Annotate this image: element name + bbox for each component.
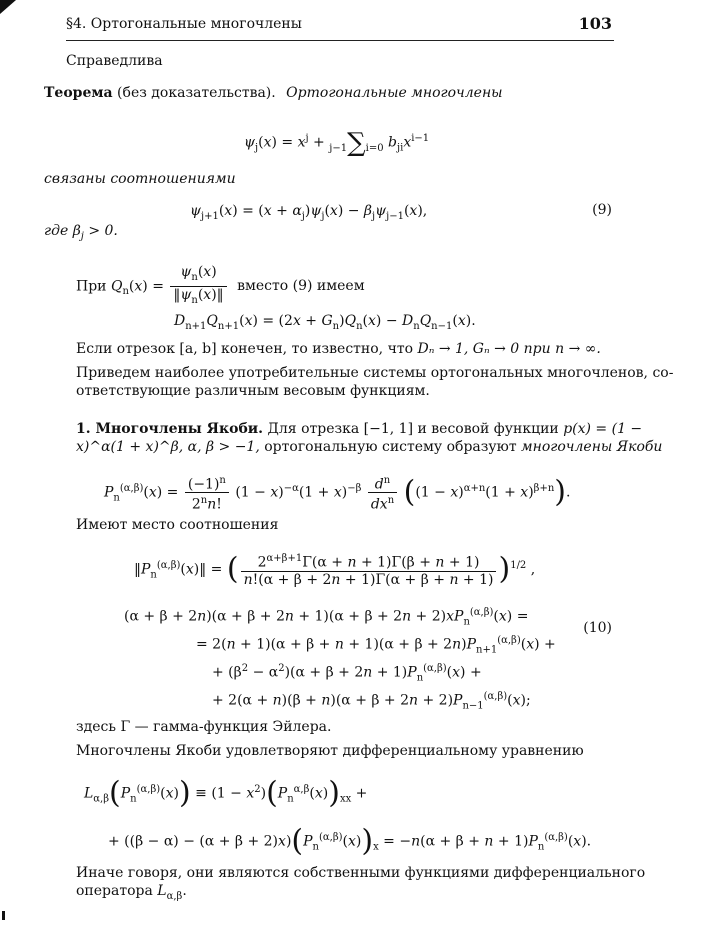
equation-rodrigues: $P_n^{(\alpha,\beta)}(x)$ = $\frac{(-1)^n}{2^nn!}$ $(1 - x)^{-\alpha}(1 + x)^{-\beta}$ $\frac{d^n}{dx^n}$ $((1 - x)^{\alpha+n}(1 + x)^{\beta+n})$. bbox=[104, 474, 571, 513]
systems-line-1: Приведем наиболее употребительные системы ортогональных многочленов, со- bbox=[76, 365, 674, 381]
conclusion-line-1: Иначе говоря, они являются собственными функциями дифференциального bbox=[76, 865, 646, 881]
related-by-text: связаны соотношениями bbox=[44, 171, 236, 187]
normalized-definition: При $Q_n(x)$ = $\frac{\psi_n(x)}{‖\psi_n(x)‖}$ вместо (9) имеем bbox=[76, 264, 365, 300]
diff-eq-lead: Многочлены Якоби удовлетворяют дифференциальному уравнению bbox=[76, 743, 584, 759]
weight-function-end: x)^α(1 + x)^β, α, β > −1, bbox=[76, 439, 260, 455]
normalization-fraction: $\frac{\psi_n(x)}{‖\psi_n(x)‖}$ bbox=[170, 264, 226, 309]
page-header bbox=[66, 14, 614, 41]
section-1-text-2: ортогональную систему образуют bbox=[264, 439, 517, 455]
segment-finite-line bbox=[76, 340, 601, 358]
theorem-note: (без доказательства). bbox=[117, 85, 276, 101]
theorem-line bbox=[44, 84, 503, 102]
section-1-line-1 bbox=[76, 420, 642, 438]
sum-sign: j−1∑i=0 bbox=[329, 127, 384, 158]
intro-word: Справедлива bbox=[66, 53, 163, 69]
pri-word: При bbox=[76, 278, 107, 295]
segment-limits: Dₙ → 1, Gₙ → 0 при n → ∞. bbox=[417, 341, 601, 357]
weight-function-start: p(x) = (1 − bbox=[563, 421, 643, 437]
section-1-text: Для отрезка [−1, 1] и весовой функции bbox=[267, 421, 559, 437]
jacobi-term: многочлены Якоби bbox=[521, 439, 663, 455]
where-word: где bbox=[44, 223, 69, 239]
running-head: §4. Ортогональные многочлены bbox=[66, 16, 302, 32]
theorem-label: Теорема bbox=[44, 85, 113, 101]
theorem-statement: Ортогональные многочлены bbox=[286, 85, 503, 101]
equation-jacobi-norm: $‖P_n^{(\alpha,\beta)}(x)‖$ = ( $\frac{2^{\alpha+\beta+1}\Gamma(\alpha + n + 1)\Gamma(\beta + n + 1)}{n!(\alpha + \beta + 2n + 1)\Gamma(\alpha + \beta + n + 1)}$ )$^{1/2}$ , bbox=[134, 551, 536, 588]
systems-line-2: ответствующие различным весовым функциям. bbox=[76, 383, 430, 399]
equation-psi-definition: $\psi_j(x) = x^j + j-1\sum i=0$ $b_{ji}x^{i-1}$ bbox=[244, 127, 430, 158]
segment-finite-text: Если отрезок [a, b] конечен, то известно, что bbox=[76, 341, 414, 357]
equation-normalized-recurrence: $D_{n+1}Q_{n+1}(x) = (2x + G_n)Q_n(x) - D_nQ_{n-1}(x)$. bbox=[174, 313, 476, 332]
where-condition: где $\beta_j > 0$. bbox=[44, 223, 118, 242]
scan-corner-mark bbox=[0, 0, 16, 14]
equation-10-number: (10) bbox=[583, 620, 612, 636]
equation-10-line-4: + $2(\alpha + n)(\beta + n)(\alpha + \beta + 2n + 2)P_{n-1}^{(\alpha,\beta)}(x)$; bbox=[212, 691, 531, 712]
relations-lead: Имеют место соотношения bbox=[76, 517, 279, 533]
instead-text: вместо (9) имеем bbox=[237, 278, 365, 295]
equation-9: $\psi_{j+1}(x) = (x + \alpha_j)\psi_j(x) - \beta_j\psi_{j-1}(x)$, bbox=[190, 203, 428, 222]
section-1-line-2 bbox=[76, 438, 662, 456]
page-number: 103 bbox=[578, 14, 612, 33]
scan-edge-mark bbox=[2, 911, 5, 920]
equation-diff-line-1: $L_{\alpha,\beta}(P_n^{(\alpha,\beta)}(x)) \equiv (1 - x^2)(P_n^{\alpha,\beta}(x))_{xx}$ + bbox=[84, 775, 368, 811]
equation-10-line-3: + $(\beta^2 - \alpha^2)(\alpha + \beta + 2n + 1)P_n^{(\alpha,\beta)}(x)$ + bbox=[212, 663, 482, 684]
equation-9-number: (9) bbox=[592, 202, 612, 218]
section-heading: 1. Многочлены Якоби. bbox=[76, 421, 264, 437]
equation-10-line-1: $(\alpha + \beta + 2n)(\alpha + \beta + 2n + 1)(\alpha + \beta + 2n + 2)xP_n^{(\alpha,\beta)}(x)$ = bbox=[124, 607, 529, 628]
equation-diff-line-2: + $((\beta - \alpha) - (\alpha + \beta + 2)x)(P_n^{(\alpha,\beta)}(x))_x = -n(\alpha + \beta + n + 1)P_n^{(\alpha,\beta)}(x)$. bbox=[108, 823, 592, 859]
gamma-note: здесь Γ — гамма-функция Эйлера. bbox=[76, 719, 332, 735]
conclusion-line-2: оператора $L_{\alpha,\beta}$. bbox=[76, 883, 187, 902]
equation-10-line-2: = $2(n + 1)(\alpha + \beta + n + 1)(\alpha + \beta + 2n)P_{n+1}^{(\alpha,\beta)}(x)$ + bbox=[196, 635, 556, 656]
conclusion-operator-text: оператора bbox=[76, 883, 153, 899]
